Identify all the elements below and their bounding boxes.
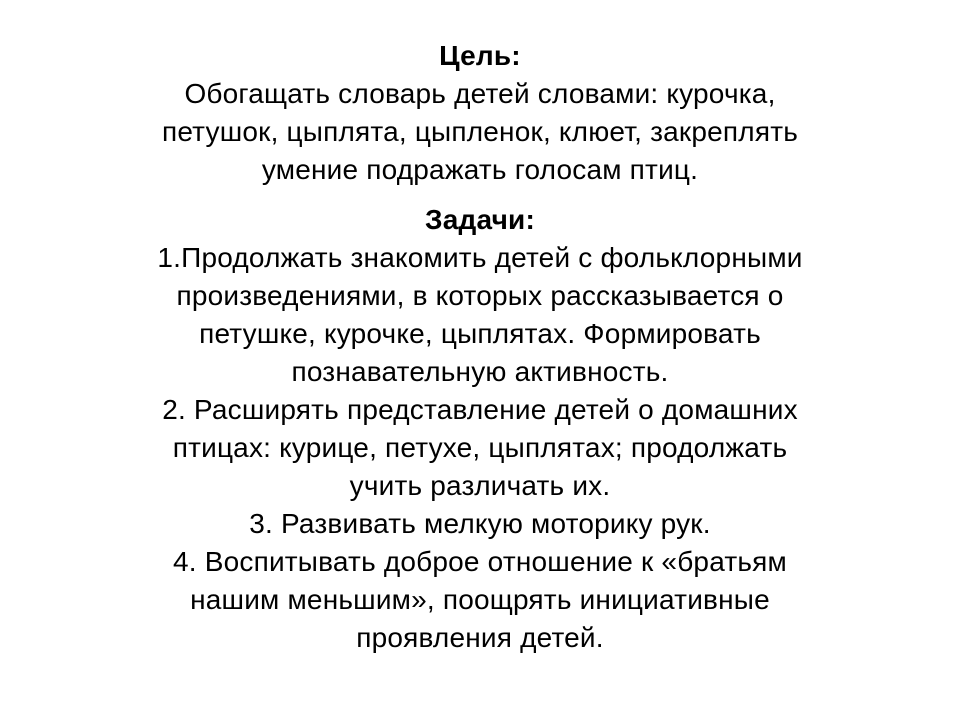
task-line: петушке, курочке, цыплятах. Формировать: [199, 318, 761, 349]
task-line: познавательную активность.: [291, 356, 669, 387]
task-line: 1.Продолжать знакомить детей с фольклорными: [157, 242, 803, 273]
goal-line: петушок, цыплята, цыпленок, клюет, закреплять: [161, 116, 799, 147]
task-line: птицах: курице, петухе, цыплятах; продолжать: [172, 432, 788, 463]
task-line: нашим меньшим», поощрять инициативные: [190, 584, 770, 615]
task-line: произведениями, в которых рассказывается о: [176, 280, 784, 311]
tasks-heading: Задачи:: [425, 204, 535, 235]
goal-line: умение подражать голосам птиц.: [261, 154, 699, 185]
task-line: 3. Развивать мелкую моторику рук.: [249, 508, 711, 539]
tasks-section: [60, 201, 900, 657]
task-line: проявления детей.: [356, 622, 604, 653]
task-line: учить различать их.: [349, 470, 611, 501]
goal-section: [60, 37, 900, 189]
goal-line: Обогащать словарь детей словами: курочка,: [184, 78, 776, 109]
task-line: 2. Расширять представление детей о домашних: [162, 394, 798, 425]
task-line: 4. Воспитывать доброе отношение к «братьям: [173, 546, 787, 577]
goal-heading: Цель:: [439, 40, 521, 71]
